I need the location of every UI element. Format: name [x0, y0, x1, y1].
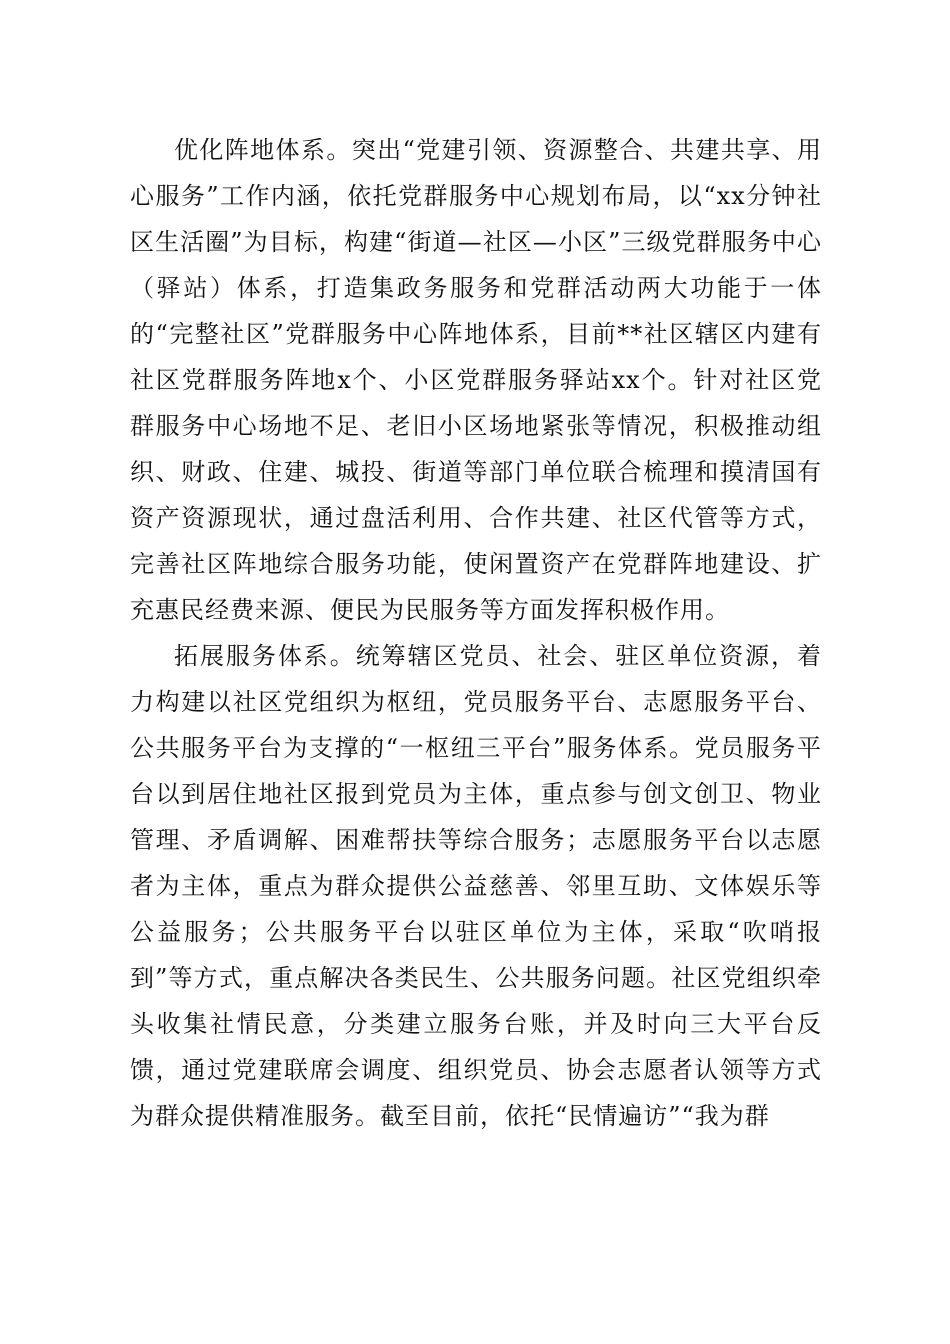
paragraph-optimize-positions: 优化阵地体系。突出“党建引领、资源整合、共建共享、用心服务”工作内涵，依托党群服务中心规划布局，以“xx分钟社区生活圈”为目标，构建“街道—社区—小区”三级党群服务中心（驿站）体系，打造集政务服务和党群活动两大功能于一体的“完整社区”党群服务中心阵地体系，目前**社区辖区内建有社区党群服务阵地x个、小区党群服务驿站xx个。针对社区党群服务中心场地不足、老旧小区场地紧张等情况，积极推动组织、财政、住建、城投、街道等部门单位联合梳理和摸清国有资产资源现状，通过盘活利用、合作共建、社区代管等方式，完善社区阵地综合服务功能，使闲置资产在党群阵地建设、扩充惠民经费来源、便民为民服务等方面发挥积极作用。: [130, 136, 822, 624]
paragraph-expand-services: 拓展服务体系。统筹辖区党员、社会、驻区单位资源，着力构建以社区党组织为枢纽，党员服务平台、志愿服务平台、公共服务平台为支撑的“一枢纽三平台”服务体系。党员服务平台以到居住地社区报到党员为主体，重点参与创文创卫、物业管理、矛盾调解、困难帮扶等综合服务；志愿服务平台以志愿者为主体，重点为群众提供公益慈善、邻里互助、文体娱乐等公益服务；公共服务平台以驻区单位为主体，采取“吹哨报到”等方式，重点解决各类民生、公共服务问题。社区党组织牵头收集社情民意，分类建立服务台账，并及时向三大平台反馈，通过党建联席会调度、组织党员、协会志愿者认领等方式为群众提供精准服务。截至目前，依托“民情遍访”“我为群: [130, 642, 822, 1130]
document-body: [130, 127, 822, 1139]
